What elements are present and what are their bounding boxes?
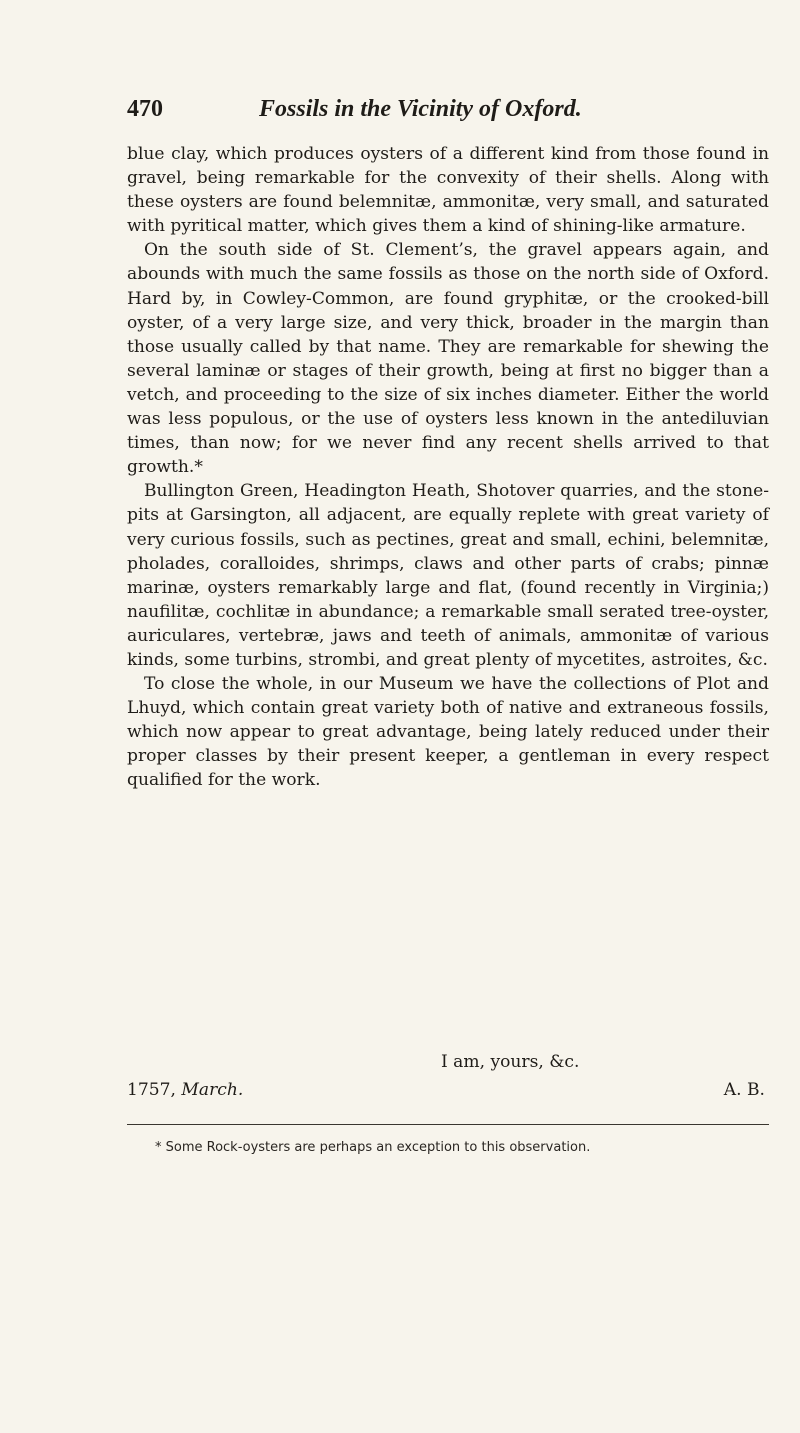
page-number: 470 <box>127 96 163 122</box>
date-year: 1757, <box>127 1080 176 1100</box>
body-text <box>127 142 769 793</box>
date-month: March. <box>181 1080 244 1100</box>
author-initials: A. B. <box>723 1080 765 1100</box>
paragraph-3: Bullington Green, Headington Heath, Shotover quarries, and the stone-pits at Garsington, all adjacent, are equally replete with great variety of very curious fossils, such as pectines, great and small, echini, belemnitæ, pholades, coralloides, shrimps, claws and other parts of crabs; pinnæ marinæ, oysters remarkably large and flat, (found recently in Virginia;) naufilitæ, cochlitæ in abundance; a remarkable small serated tree-oyster, auriculares, vertebræ, jaws and teeth of animals, ammonitæ of various kinds, some turbins, strombi, and great plenty of mycetites, astroites, &c. <box>127 481 769 670</box>
running-head <box>127 96 767 128</box>
letter-date <box>127 1080 243 1100</box>
paragraph-1: blue clay, which produces oysters of a different kind from those found in gravel, being remarkable for the convexity of their shells. Along with these oysters are found belemnitæ, ammonitæ, very small, and saturated with pyritical matter, which gives them a kind of shining-like armature. <box>127 144 769 237</box>
paragraph-4: To close the whole, in our Museum we have the collections of Plot and Lhuyd, which contain great variety both of native and extraneous fossils, which now appear to great advantage, being lately reduced under their proper classes by their present keeper, a gentleman in every respect qualified for the work. <box>127 674 769 791</box>
letter-signoff <box>127 1052 769 1106</box>
paragraph-2: On the south side of St. Clement’s, the gravel appears again, and abounds with much the same fossils as those on the north side of Oxford. Hard by, in Cowley-Common, are found gryphitæ, or the crooked-bill oyster, of a very large size, and very thick, broader in the margin than those usually called by that name. They are remarkable for shewing the several laminæ or stages of their growth, being at first no bigger than a vetch, and proceeding to the size of six inches diameter. Either the world was less populous, or the use of oysters less known in the antediluvian times, than now; for we never find any recent shells arrived to that growth.* <box>127 240 769 478</box>
page-title: Fossils in the Vicinity of Oxford. <box>259 96 582 122</box>
footnote-divider <box>127 1124 769 1125</box>
closing-salutation: I am, yours, &c. <box>441 1052 580 1072</box>
footnote: * Some Rock-oysters are perhaps an exception to this observation. <box>155 1140 591 1155</box>
